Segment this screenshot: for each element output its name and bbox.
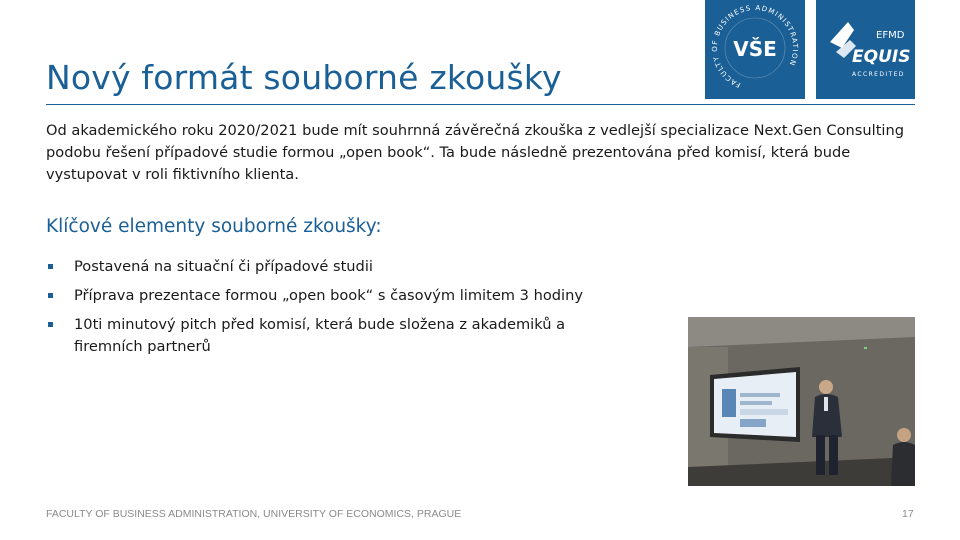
bullet-square-icon (48, 322, 53, 327)
list-item-text: 10ti minutový pitch před komisí, která bude složena z akademiků a firemních partnerů (74, 316, 566, 355)
key-elements-heading: Klíčové elementy souborné zkoušky: (46, 216, 382, 237)
equis-accreditation-logo (816, 0, 915, 99)
key-elements-list (46, 256, 606, 365)
vse-logo-graphic (705, 0, 805, 99)
equis-status-text: ACCREDITED (852, 71, 905, 78)
equis-logo-graphic (816, 0, 915, 99)
vse-ring-text: FACULTY OF BUSINESS ADMINISTRATION (710, 3, 800, 89)
list-item (46, 256, 606, 278)
list-item-text: Příprava prezentace formou „open book“ s časovým limitem 3 hodiny (74, 287, 583, 304)
bullet-square-icon (48, 264, 53, 269)
equis-efmd-text: EFMD (876, 30, 905, 41)
equis-name-text: EQUIS (852, 47, 911, 67)
footer-text: FACULTY OF BUSINESS ADMINISTRATION, UNIVERSITY OF ECONOMICS, PRAGUE (46, 508, 462, 520)
title-divider (46, 104, 915, 105)
list-item-text: Postavená na situační či případové studii (74, 258, 373, 275)
bullet-square-icon (48, 293, 53, 298)
presentation-photo-graphic (688, 317, 915, 486)
presentation-photo (688, 317, 915, 486)
intro-paragraph: Od akademického roku 2020/2021 bude mít souhrnná závěrečná zkouška z vedlejší specializace Next.Gen Consulting podobu řešení případové studie formou „open book“. Ta bude následně prezentována před komisí, která bude vystupovat v roli fiktivního klienta. (46, 122, 904, 183)
page-number: 17 (902, 508, 914, 520)
slide-title: Nový formát souborné zkoušky (46, 58, 562, 97)
vse-faculty-logo (705, 0, 805, 99)
list-item (46, 314, 606, 358)
vse-mark-text: VŠE (733, 37, 777, 61)
list-item (46, 285, 606, 307)
